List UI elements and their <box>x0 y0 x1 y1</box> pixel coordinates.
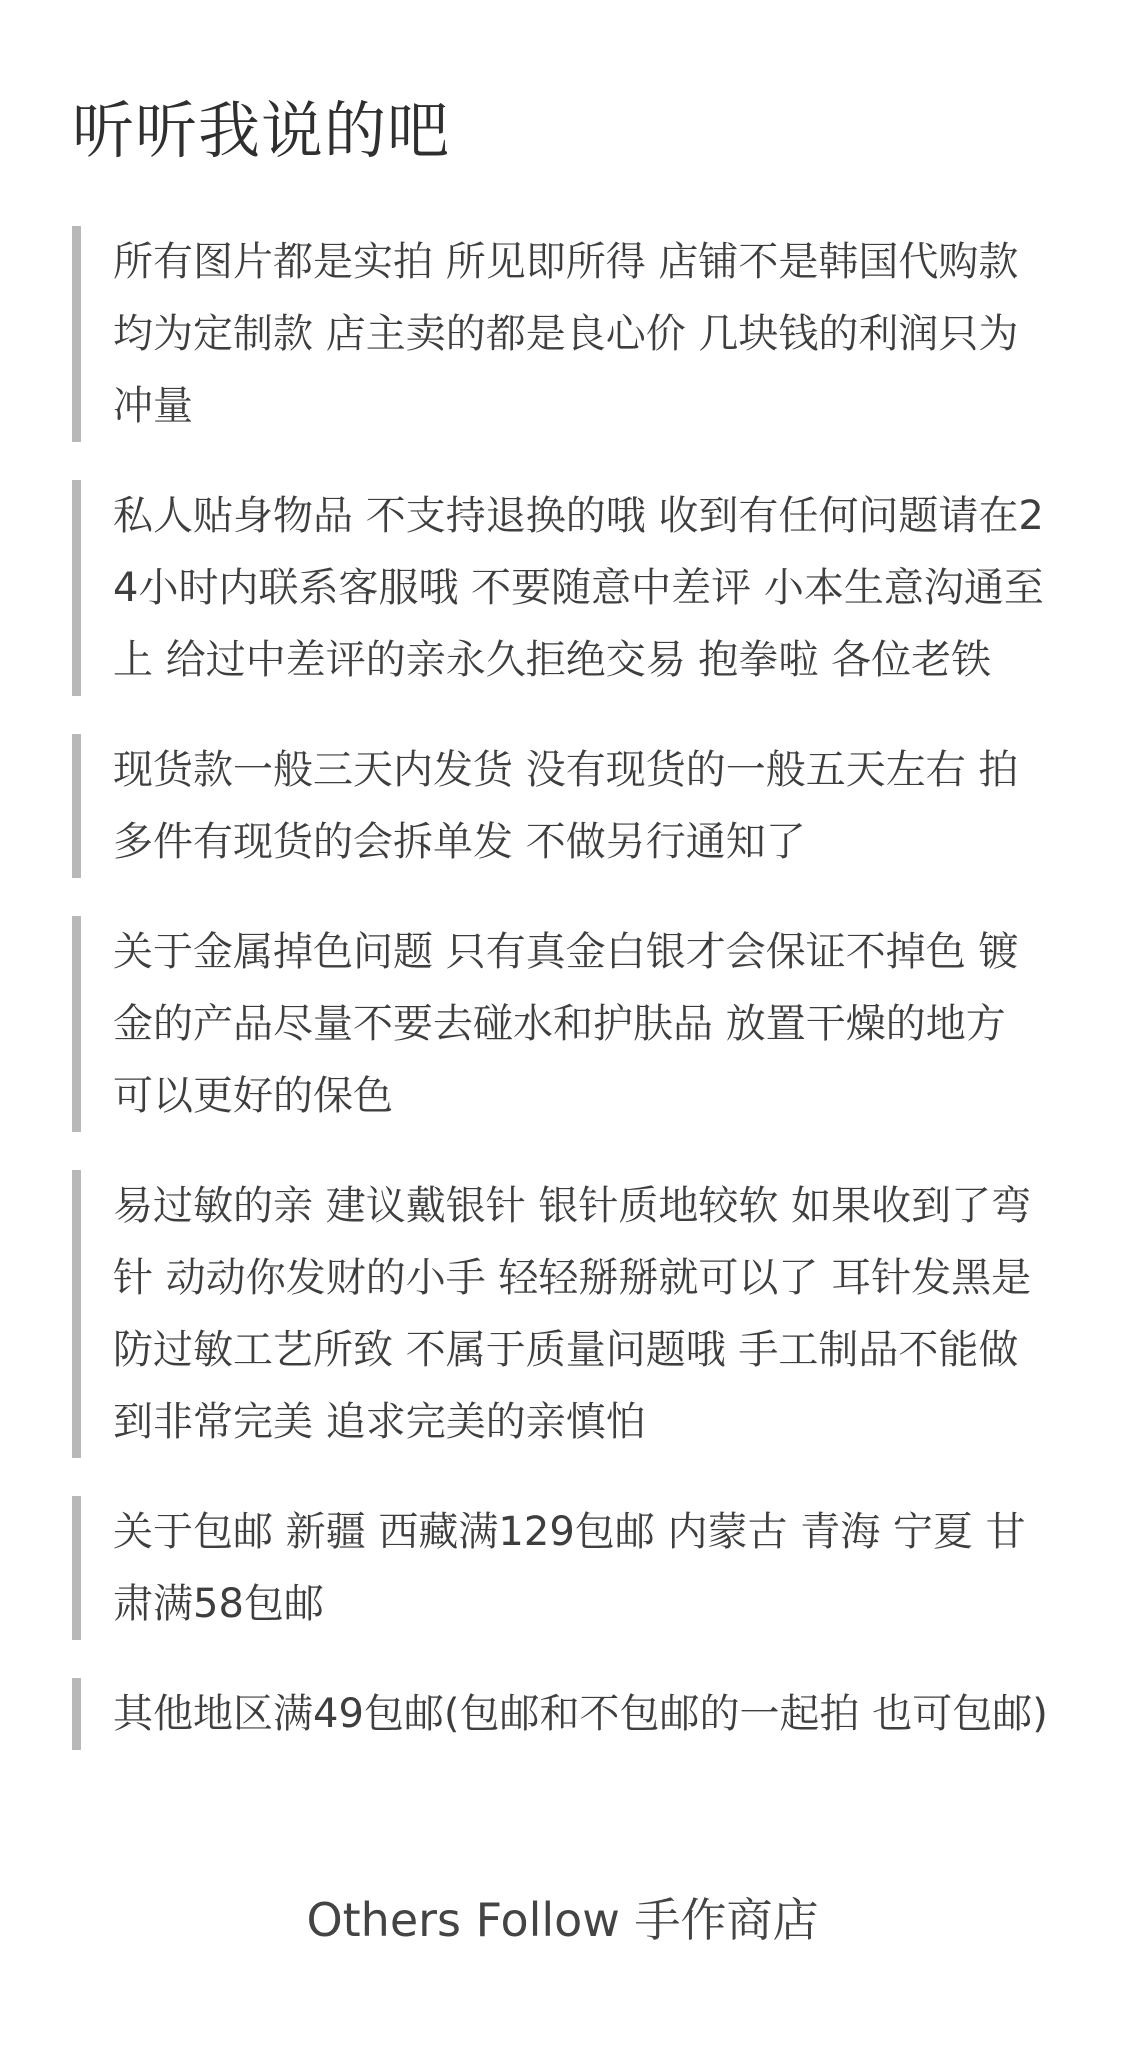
notice-item-allergy: 易过敏的亲 建议戴银针 银针质地较软 如果收到了弯针 动动你发财的小手 轻轻掰掰就可以了 耳针发黑是防过敏工艺所致 不属于质量问题哦 手工制品不能做到非常完美 追求完美的亲慎怕 <box>72 1170 1053 1458</box>
notice-item-returns: 私人贴身物品 不支持退换的哦 收到有任何问题请在24小时内联系客服哦 不要随意中差评 小本生意沟通至上 给过中差评的亲永久拒绝交易 抱拳啦 各位老铁 <box>72 480 1053 696</box>
page-title: 听听我说的吧 <box>72 94 451 167</box>
notice-list <box>72 226 1053 1750</box>
notice-item-metal-care: 关于金属掉色问题 只有真金白银才会保证不掉色 镀金的产品尽量不要去碰水和护肤品 放置干燥的地方 可以更好的保色 <box>72 916 1053 1132</box>
notice-item-free-shipping-remote: 关于包邮 新疆 西藏满129包邮 内蒙古 青海 宁夏 甘肃满58包邮 <box>72 1496 1053 1640</box>
shop-name: Others Follow 手作商店 <box>306 1893 819 1947</box>
notice-item-shipping-time: 现货款一般三天内发货 没有现货的一般五天左右 拍多件有现货的会拆单发 不做另行通知了 <box>72 734 1053 878</box>
notice-item-free-shipping-other: 其他地区满49包邮(包邮和不包邮的一起拍 也可包邮) <box>72 1678 1053 1750</box>
notice-item-quality: 所有图片都是实拍 所见即所得 店铺不是韩国代购款 均为定制款 店主卖的都是良心价 几块钱的利润只为冲量 <box>72 226 1053 442</box>
